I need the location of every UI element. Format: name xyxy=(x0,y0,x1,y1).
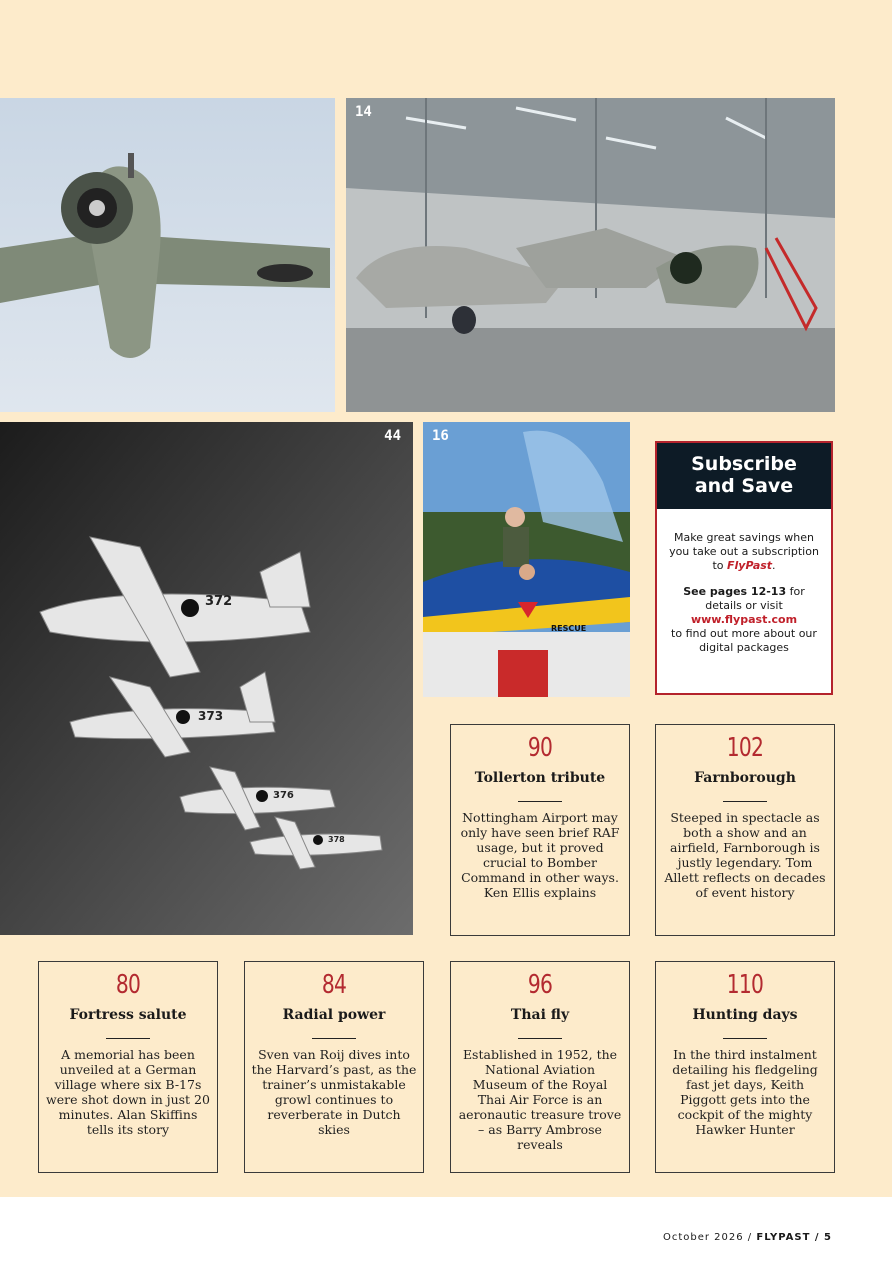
article-page-number: 102 xyxy=(726,733,764,763)
article-title: Thai fly xyxy=(510,1007,570,1023)
rescue-sign: RESCUE xyxy=(551,624,587,633)
divider xyxy=(723,801,767,802)
divider xyxy=(106,1038,150,1039)
subscribe-body xyxy=(657,509,831,655)
article-box[interactable] xyxy=(655,724,835,936)
subscribe-text-1 xyxy=(665,531,823,573)
article-page-number: 80 xyxy=(115,970,141,1000)
subscribe-text-2 xyxy=(665,585,823,655)
page-ref-number: 16 xyxy=(432,428,449,444)
article-description: In the third instalment detailing his fledgeling fast jet days, Keith Piggott gets into the cockpit of the mighty Hawker Hunter xyxy=(672,1047,818,1137)
subscribe-box xyxy=(655,441,833,695)
footer-page-number: / 5 xyxy=(810,1232,832,1243)
aircraft-code: 378 xyxy=(328,835,345,844)
article-page-number: 110 xyxy=(726,970,764,1000)
article-box[interactable] xyxy=(38,961,218,1173)
article-description: Nottingham Airport may only have seen brief RAF usage, but it proved crucial to Bomber Command in other ways. Ken Ellis explains xyxy=(460,810,620,900)
subscribe-text-1-end: . xyxy=(772,559,776,572)
article-title: Farnborough xyxy=(694,770,796,786)
article-box[interactable] xyxy=(450,961,630,1173)
article-box[interactable] xyxy=(244,961,424,1173)
formation-photo xyxy=(0,422,413,935)
divider xyxy=(312,1038,356,1039)
subscribe-text-2b: to find out more about our digital packages xyxy=(671,627,817,654)
page-ref-number: 44 xyxy=(384,428,401,444)
article-title: Tollerton tribute xyxy=(474,770,606,786)
article-title: Fortress salute xyxy=(69,1007,187,1023)
divider xyxy=(518,801,562,802)
aircraft-code: 372 xyxy=(205,594,233,609)
subscribe-title-line1: Subscribe xyxy=(691,453,797,475)
article-title: Radial power xyxy=(282,1007,386,1023)
article-page-number: 84 xyxy=(321,970,347,1000)
article-description: A memorial has been unveiled at a German village where six B-17s were shot down in just 20 minutes. Alan Skiffins tells its story xyxy=(46,1047,210,1137)
article-description: Steeped in spectacle as both a show and an airfield, Farnborough is justly legendary. Tom Allett reflects on decades of event history xyxy=(664,810,826,900)
subscribe-pages-ref: See pages 12-13 xyxy=(683,585,787,598)
brand-name: FlyPast xyxy=(727,559,773,572)
aircraft-code: 373 xyxy=(198,709,224,723)
aircraft-code: 376 xyxy=(273,790,294,801)
website-link[interactable]: www.flypast.com xyxy=(690,613,798,626)
divider xyxy=(518,1038,562,1039)
article-page-number: 96 xyxy=(527,970,553,1000)
article-box[interactable] xyxy=(655,961,835,1173)
article-title: Hunting days xyxy=(692,1007,798,1023)
footer-brand: FLYPAST xyxy=(756,1232,811,1243)
subscribe-text-2a: for details or visit xyxy=(705,585,805,612)
hangar-photo xyxy=(346,98,835,412)
subscribe-title-line2: and Save xyxy=(694,475,794,497)
cockpit-photo xyxy=(423,422,630,697)
page-ref-number: 14 xyxy=(355,104,372,120)
corsair-photo xyxy=(0,98,335,412)
page-footer xyxy=(663,1232,832,1243)
subscribe-text-1a: Make great savings when you take out a subscription to xyxy=(669,531,819,572)
article-page-number: 90 xyxy=(527,733,553,763)
subscribe-heading xyxy=(657,443,831,509)
article-description: Sven van Roij dives into the Harvard’s past, as the trainer’s unmistakable growl continues to reverberate in Dutch skies xyxy=(251,1047,417,1137)
divider xyxy=(723,1038,767,1039)
footer-date: October 2026 / xyxy=(662,1232,757,1243)
article-box[interactable] xyxy=(450,724,630,936)
article-description: Established in 1952, the National Aviation Museum of the Royal Thai Air Force is an aeronautic treasure trove – as Barry Ambrose reveals xyxy=(458,1047,622,1152)
